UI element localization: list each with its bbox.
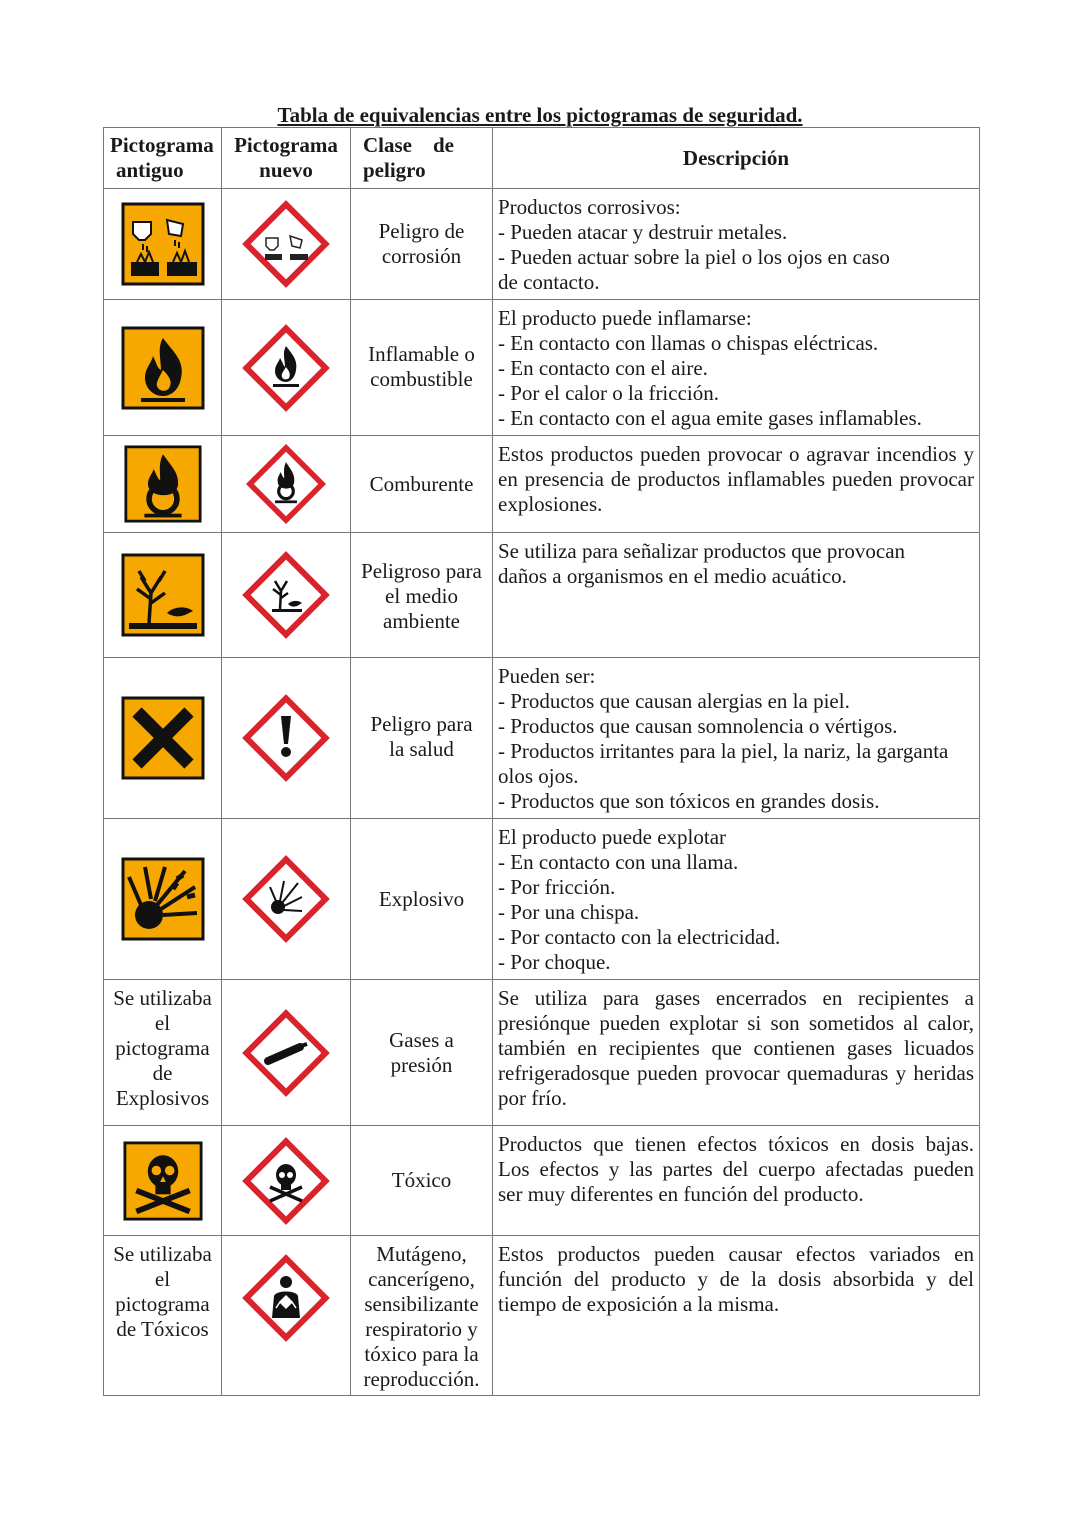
flammable-ghs-icon [240,322,332,414]
hazard-class-line: sensibilizante [364,1292,479,1316]
old-pictogram-cell [104,533,222,658]
description-line: tiempo de exposición a la misma. [498,1292,780,1316]
header-description: Descripción [493,128,980,189]
environment-old-icon [121,553,205,637]
description-line: función del producto y de la dosis absorbida y del [498,1267,974,1291]
oxidizing-ghs-icon [244,442,328,526]
description-line: - Productos que causan alergias en la piel. [498,689,850,713]
hazard-class-line: Inflamable o [368,342,475,366]
oxidizing-old-icon [124,445,202,523]
description-line: Se utiliza para gases encerrados en recipientes a [498,986,974,1010]
description-cell [493,1236,980,1396]
description-line: presiónque pueden explotar si son sometidos al calor, [498,1011,974,1035]
old-pictogram-note-line: de [152,1061,173,1085]
table-row [104,300,980,436]
description-line: - Pueden atacar y destruir metales. [498,220,788,244]
description-line: Estos productos pueden provocar o agravar incendios y [498,442,974,466]
description-line: Productos corrosivos: [498,195,681,219]
hazard-class-cell [351,1126,493,1236]
description-line: Estos productos pueden causar efectos variados en [498,1242,974,1266]
gas-cylinder-ghs-icon [240,1007,332,1099]
hazard-class-line: cancerígeno, [368,1267,475,1291]
description-line: ser muy diferentes en función del producto. [498,1182,864,1206]
hazard-class-cell [351,658,493,819]
hazard-class-cell [351,819,493,980]
hazard-class-cell [351,533,493,658]
old-pictogram-note-line: el [154,1011,171,1035]
header-new-pictogram: Pictograma nuevo [222,128,351,189]
new-pictogram-cell [222,533,351,658]
explosive-old-icon [121,857,205,941]
old-pictogram-cell [104,436,222,533]
harmful-x-old-icon [121,696,205,780]
header-hazard-class: Clase de peligro [351,128,493,189]
description-cell [493,436,980,533]
health-hazard-ghs-icon [240,1252,332,1344]
hazard-class-line: corrosión [381,244,462,268]
table-row [104,658,980,819]
hazard-class-cell [351,1236,493,1396]
hazard-class-cell [351,189,493,300]
description-line: Pueden ser: [498,664,596,688]
description-cell [493,819,980,980]
header-old-pictogram: Pictograma antiguo [104,128,222,189]
hazard-class-line: Mutágeno, [376,1242,467,1266]
new-pictogram-cell [222,980,351,1126]
description-line: - Productos que son tóxicos en grandes dosis. [498,789,880,813]
new-pictogram-cell [222,300,351,436]
description-line: Productos que tienen efectos tóxicos en dosis bajas. [498,1132,974,1156]
new-pictogram-cell [222,436,351,533]
new-pictogram-cell [222,658,351,819]
corrosive-old-icon [121,202,205,286]
description-line: olos ojos. [498,764,579,788]
table-header-row [104,128,980,189]
table-row [104,980,980,1126]
description-cell [493,658,980,819]
old-pictogram-note-line: Explosivos [115,1086,210,1110]
description-cell [493,533,980,658]
hazard-class-cell [351,436,493,533]
table-row [104,819,980,980]
description-line: Los efectos y las partes del cuerpo afectadas pueden [498,1157,974,1181]
description-line: - Productos que causan somnolencia o vértigos. [498,714,898,738]
old-pictogram-note-line: pictograma [115,1036,210,1060]
description-line: - Pueden actuar sobre la piel o los ojos en caso [498,245,890,269]
hazard-class-line: el medio [385,584,458,608]
corrosive-ghs-icon [240,198,332,290]
hazard-class-line: Peligroso para [361,559,482,583]
old-pictogram-cell [104,1126,222,1236]
description-cell [493,1126,980,1236]
description-line: explosiones. [498,492,603,516]
old-pictogram-note-line: Se utilizaba [113,986,212,1010]
description-line: Se utiliza para señalizar productos que provocan [498,539,906,563]
old-pictogram-cell [104,658,222,819]
flammable-old-icon [121,326,205,410]
new-pictogram-cell [222,1126,351,1236]
table-row [104,1126,980,1236]
hazard-class-cell [351,980,493,1126]
description-line: daños a organismos en el medio acuático. [498,564,847,588]
new-pictogram-cell [222,819,351,980]
hazard-table [103,127,980,1396]
old-pictogram-note [104,980,222,1126]
hazard-class-line: Explosivo [378,886,465,911]
table-row [104,436,980,533]
description-line: - En contacto con el aire. [498,356,708,380]
hazard-class-line: Comburente [369,471,474,496]
description-line: - Productos irritantes para la piel, la nariz, la garganta [498,739,949,763]
description-line: - Por choque. [498,950,611,974]
explosive-ghs-icon [240,853,332,945]
hazard-class-line: Peligro para [370,712,473,736]
hazard-class-line: la salud [389,737,454,761]
description-line: El producto puede inflamarse: [498,306,752,330]
description-line: - Por una chispa. [498,900,640,924]
page-title: Tabla de equivalencias entre los pictogramas de seguridad. [277,103,803,127]
old-pictogram-note-line: Se utilizaba [113,1242,212,1266]
description-line: en presencia de productos inflamables pueden provocar [498,467,974,491]
hazard-class-line: reproducción. [363,1367,480,1391]
exclamation-ghs-icon [240,692,332,784]
description-cell [493,980,980,1126]
description-line: - En contacto con llamas o chispas eléctricas. [498,331,879,355]
description-line: El producto puede explotar [498,825,727,849]
old-pictogram-cell [104,819,222,980]
old-pictogram-note-line: pictograma [115,1292,210,1316]
skull-ghs-icon [240,1135,332,1227]
table-row [104,189,980,300]
description-line: refrigeradosque pueden provocar quemaduras y heridas [498,1061,974,1085]
description-line: - Por el calor o la fricción. [498,381,719,405]
hazard-class-line: combustible [370,367,473,391]
description-line: también en recipientes que contienen gases licuados [498,1036,974,1060]
new-pictogram-cell [222,1236,351,1396]
description-line: - En contacto con una llama. [498,850,739,874]
hazard-class-line: ambiente [383,609,460,633]
hazard-class-line: presión [390,1052,453,1077]
hazard-class-line: Tóxico [391,1168,452,1192]
new-pictogram-cell [222,189,351,300]
old-pictogram-cell [104,300,222,436]
description-cell [493,300,980,436]
old-pictogram-note-line: el [154,1267,171,1291]
hazard-class-cell [351,300,493,436]
hazard-class-line: Peligro de [378,219,465,243]
hazard-class-line: respiratorio y [365,1317,478,1341]
old-pictogram-note-line: de Tóxicos [116,1317,209,1341]
old-pictogram-cell [104,189,222,300]
description-line: - Por fricción. [498,875,616,899]
description-line: de contacto. [498,270,600,294]
hazard-class-line: tóxico para la [364,1342,479,1366]
table-row [104,1236,980,1396]
old-pictogram-note [104,1236,222,1396]
environment-ghs-icon [240,549,332,641]
description-cell [493,189,980,300]
table-row [104,533,980,658]
description-line: - Por contacto con la electricidad. [498,925,781,949]
toxic-old-icon [123,1141,203,1221]
hazard-class-line: Gases a [389,1027,454,1052]
description-line: por frío. [498,1086,567,1110]
description-line: - En contacto con el agua emite gases inflamables. [498,406,922,430]
